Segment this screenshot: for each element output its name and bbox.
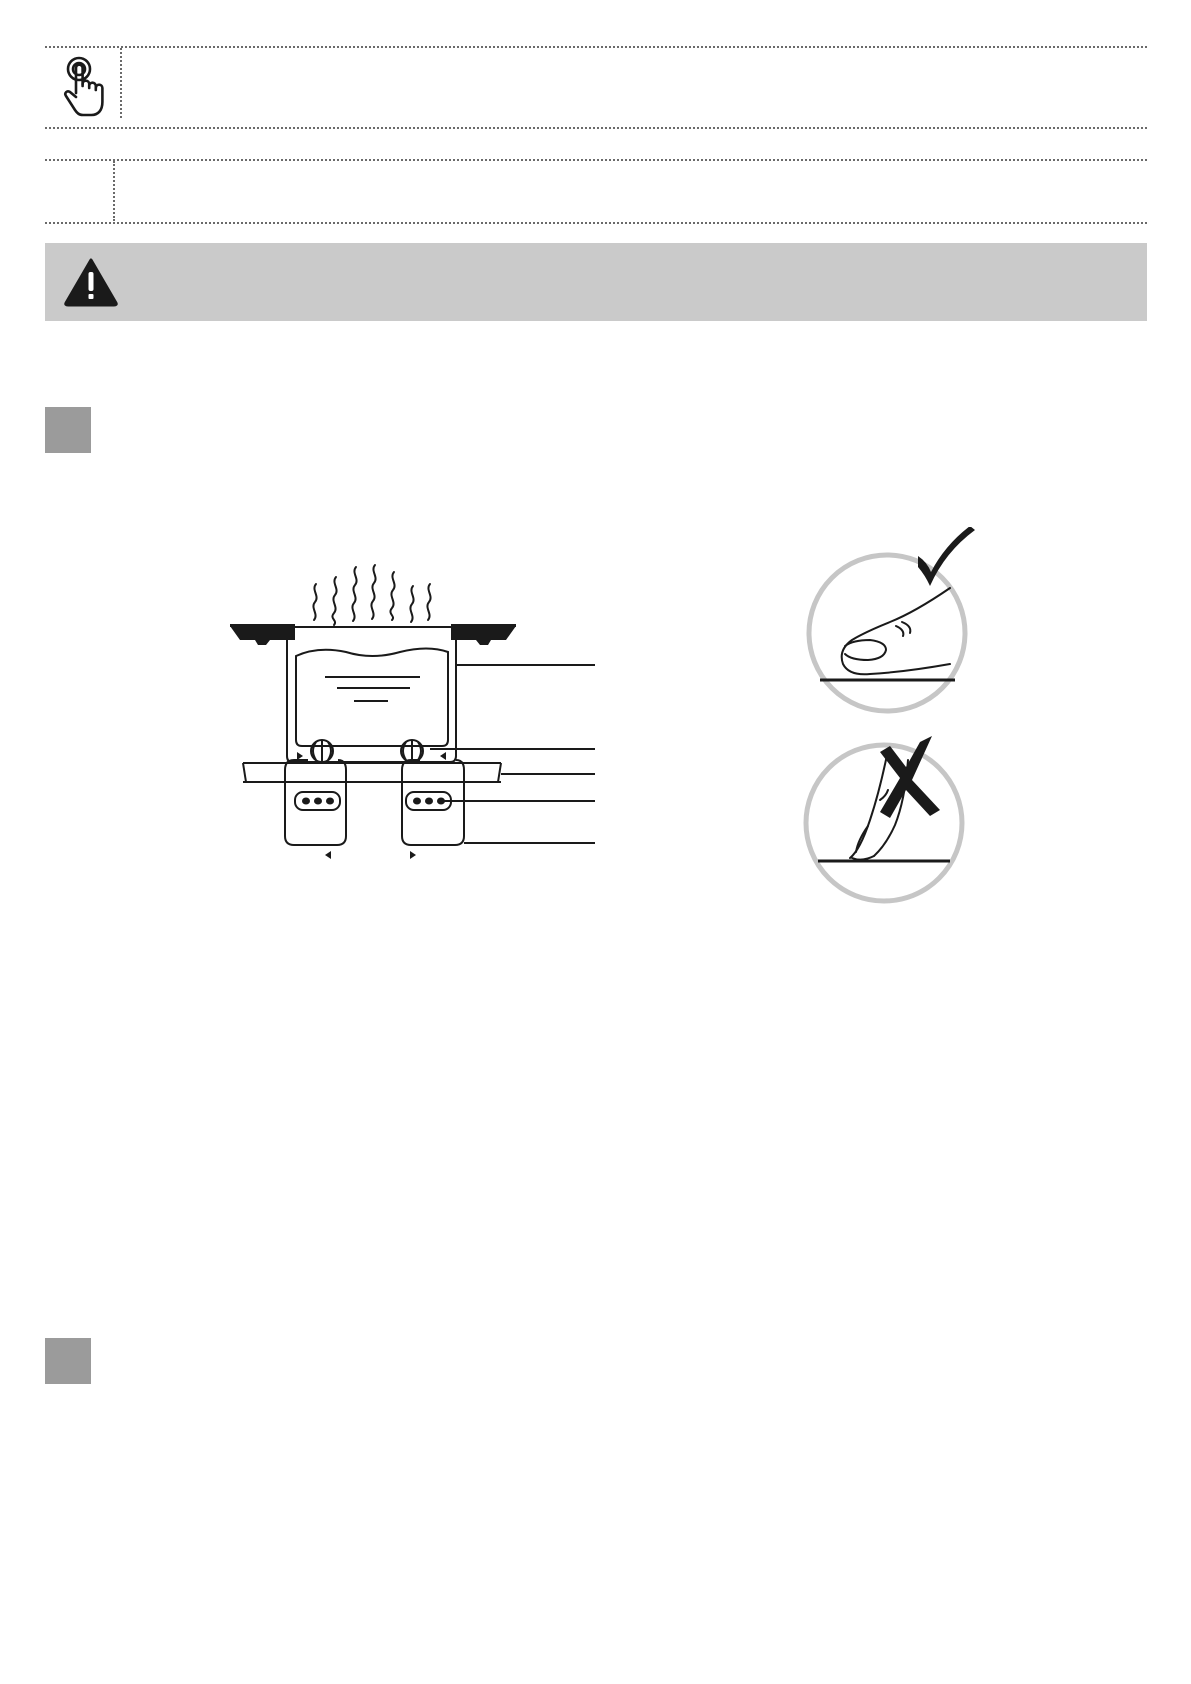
steam-wave [332, 577, 336, 625]
note-top-divider [45, 46, 1147, 48]
steam-wave [427, 584, 430, 620]
flat-finger-touch-check-icon [805, 527, 990, 717]
note2-separator [113, 161, 115, 221]
note2-bottom-divider [45, 222, 1147, 224]
note-tip-separator [120, 48, 122, 118]
touch-hand-icon [58, 56, 110, 118]
section-marker [45, 1338, 91, 1384]
steam-wave [410, 586, 413, 622]
warning-banner [45, 243, 1147, 321]
note-bottom-divider [45, 127, 1147, 129]
steam-wave [313, 584, 316, 620]
steam-wave [371, 565, 375, 619]
section-marker [45, 407, 91, 453]
steam-wave [352, 567, 356, 621]
warning-triangle-icon [63, 257, 119, 312]
note2-top-divider [45, 159, 1147, 161]
fingertip-touch-cross-icon [800, 730, 995, 905]
steam-wave [390, 572, 394, 620]
induction-cooking-diagram [228, 555, 598, 870]
